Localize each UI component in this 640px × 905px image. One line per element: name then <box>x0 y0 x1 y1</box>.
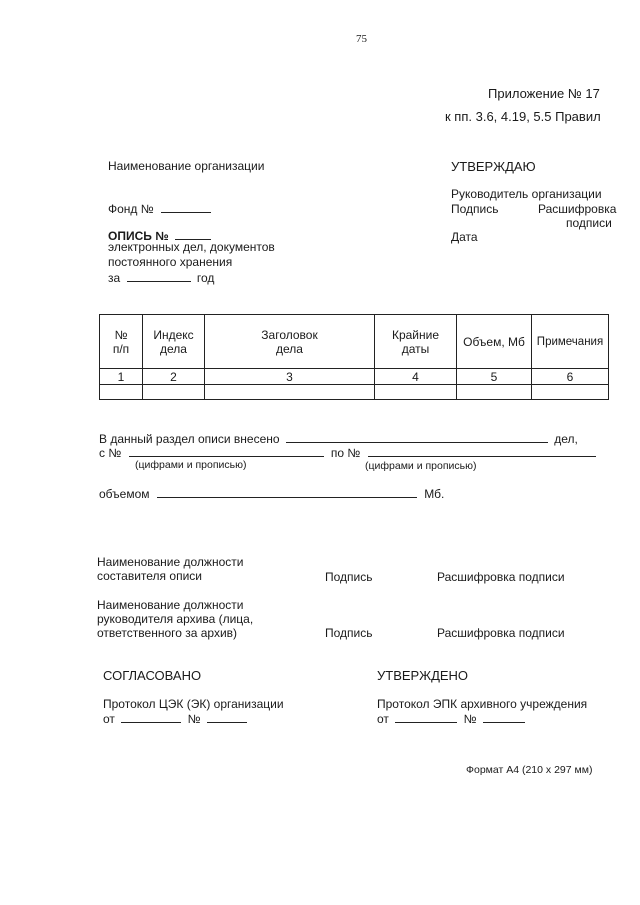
table-cell <box>532 385 609 400</box>
agreed-protocol-date-line <box>103 711 247 726</box>
year-suffix: год <box>196 271 215 285</box>
from-number-blank <box>129 445 324 457</box>
table-numbering-row <box>100 369 609 385</box>
column-header-number: № п/п <box>100 315 143 369</box>
approved-protocol-date-line <box>377 711 525 726</box>
inventory-table <box>99 314 609 400</box>
from-number-hint: (цифрами и прописью) <box>135 459 247 471</box>
compiler-position-line1: Наименование должности <box>97 555 244 569</box>
table-cell <box>205 385 375 400</box>
approved-number-label: № <box>463 712 477 726</box>
table-cell: 3 <box>205 369 375 385</box>
volume-unit: Мб. <box>424 487 445 501</box>
signature-label: Подпись <box>451 202 499 216</box>
approved-date-blank <box>395 711 457 723</box>
archive-head-signature-label: Подпись <box>325 626 373 640</box>
inventory-description-line2: постоянного хранения <box>108 255 233 269</box>
agreed-number-blank <box>207 711 247 723</box>
compiler-signature-label: Подпись <box>325 570 373 584</box>
cases-count-label: В данный раздел описи внесено <box>99 432 280 446</box>
column-header-index: Индекс дела <box>143 315 205 369</box>
case-range-line <box>99 445 596 460</box>
table-cell <box>375 385 457 400</box>
archive-head-decoding-label: Расшифровка подписи <box>437 626 565 640</box>
table-cell <box>143 385 205 400</box>
volume-label: объемом <box>99 487 150 501</box>
format-note: Формат А4 (210 х 297 мм) <box>466 764 593 776</box>
table-cell <box>457 385 532 400</box>
agreed-protocol-label: Протокол ЦЭК (ЭК) организации <box>103 697 284 711</box>
approve-heading: УТВЕРЖДАЮ <box>451 159 536 174</box>
column-header-notes: Примечания <box>532 315 609 369</box>
appendix-title: Приложение № 17 <box>488 86 600 101</box>
page-number: 75 <box>356 33 367 45</box>
archive-head-position-line3: ответственного за архив) <box>97 626 238 640</box>
date-label: Дата <box>451 230 478 244</box>
to-number-blank <box>368 445 596 457</box>
cases-count-line <box>99 431 578 446</box>
organization-name-label: Наименование организации <box>108 159 265 173</box>
cases-suffix: дел, <box>554 432 578 446</box>
inventory-description-line1: электронных дел, документов <box>108 240 275 254</box>
table-cell: 5 <box>457 369 532 385</box>
to-number-label: по № <box>330 446 361 460</box>
compiler-decoding-label: Расшифровка подписи <box>437 570 565 584</box>
volume-line <box>99 486 444 501</box>
fond-label: Фонд № <box>108 202 154 216</box>
approved-heading: УТВЕРЖДЕНО <box>377 668 469 683</box>
table-cell <box>100 385 143 400</box>
table-cell: 6 <box>532 369 609 385</box>
agreed-number-label: № <box>187 712 201 726</box>
table-cell: 4 <box>375 369 457 385</box>
fond-number-field <box>108 201 211 216</box>
table-row <box>100 385 609 400</box>
decoding-label-line1: Расшифровка <box>538 202 617 216</box>
volume-blank <box>157 486 417 498</box>
approved-from-label: от <box>377 712 389 726</box>
table-cell: 2 <box>143 369 205 385</box>
inventory-label: ОПИСЬ № <box>108 229 169 243</box>
from-number-label: с № <box>99 446 122 460</box>
approved-protocol-label: Протокол ЭПК архивного учреждения <box>377 697 588 711</box>
inventory-year-field <box>108 270 214 285</box>
compiler-position-line2: составителя описи <box>97 569 202 583</box>
agreed-date-blank <box>121 711 181 723</box>
agreed-heading: СОГЛАСОВАНО <box>103 668 202 683</box>
appendix-reference: к пп. 3.6, 4.19, 5.5 Правил <box>445 109 601 124</box>
year-blank <box>127 270 191 282</box>
column-header-title: Заголовок дела <box>205 315 375 369</box>
decoding-label-line2: подписи <box>566 216 612 230</box>
to-number-hint: (цифрами и прописью) <box>365 460 477 472</box>
inventory-number-blank <box>175 228 211 240</box>
cases-count-blank <box>286 431 548 443</box>
column-header-dates: Крайние даты <box>375 315 457 369</box>
agreed-from-label: от <box>103 712 115 726</box>
archive-head-position-line1: Наименование должности <box>97 598 244 612</box>
fond-number-blank <box>161 201 211 213</box>
table-header-row <box>100 315 609 369</box>
year-prefix: за <box>108 271 121 285</box>
archive-head-position-line2: руководителя архива (лица, <box>97 612 254 626</box>
column-header-volume: Объем, Мб <box>457 315 532 369</box>
approved-number-blank <box>483 711 525 723</box>
head-of-organization-label: Руководитель организации <box>451 187 602 201</box>
table-cell: 1 <box>100 369 143 385</box>
